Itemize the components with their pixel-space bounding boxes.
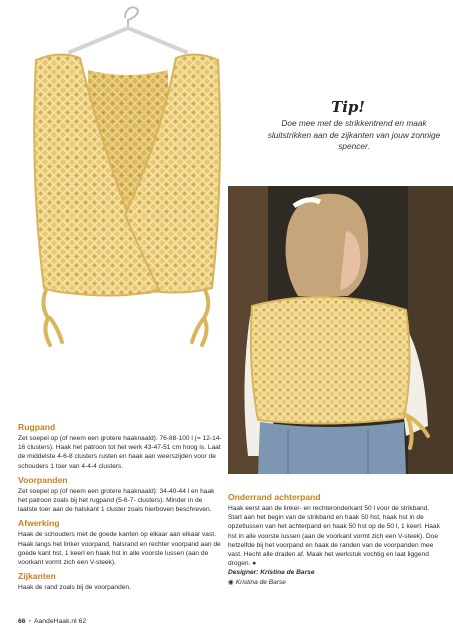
- photographer-credit: [228, 578, 440, 587]
- publication-name: AandeHaak.nl 62: [33, 618, 87, 625]
- section-voorpanden: [18, 475, 223, 515]
- page-number: 66: [18, 618, 26, 625]
- tip-text: Doe mee met de strikkentrend en maak sluitstrikken aan de zijkanten van jouw zonnige spencer.: [267, 118, 441, 151]
- section-body: Haak eerst aan de linker- en rechteronderkant 50 l voor de strikband. Start aan het begin van de strikband en haak 50 hst, haak hst in de opzetlussen van het achterpand en haak 50 hst op de 50 l, 1 keerl. Haak hst in alle voorste lussen (aan de voorkant vormt zich een V-steek). Doe hetzelfde bij het voorpand en haak de randen van de voorpanden mee vast. Hecht alle draden af. Maak het werkstuk vochtig en laat liggend drogen. ●: [228, 505, 440, 568]
- photographer-name: Kristina de Barse: [235, 578, 286, 586]
- instructions-left-column: [18, 422, 223, 596]
- section-title: Onderrand achterpand: [228, 492, 321, 502]
- section-body: Haak de rand zoals bij de voorpanden.: [18, 584, 131, 592]
- section-zijkanten: [18, 571, 223, 592]
- camera-icon: ◉: [228, 578, 234, 586]
- tip-title: Tip!: [331, 98, 365, 116]
- section-body: Zet soepel op (of neem een grotere haaknaald): 34-40-44 l en haak het patroon zoals bij het rugpand (5-6-7- clusters). Minder in de laatste toer aan de halskant 1 cluster zoals hierboven beschreven.: [18, 487, 215, 514]
- tip-block: [247, 98, 447, 153]
- section-title: Zijkanten: [18, 571, 56, 582]
- page-footer: [18, 618, 86, 625]
- model-photo: [228, 186, 453, 474]
- designer-credit: Designer: Kristina de Barse: [228, 569, 315, 577]
- section-title: Voorpanden: [18, 474, 68, 485]
- section-onderrand-achterpand: [228, 492, 440, 587]
- section-body: Haak de schouders met de goede kanten op elkaar aan elkaar vast. Haak langs het linker voorpand, halsrand en rechter voorpand aan de goede kant hst, 1 keerl en haak hst in alle voorste lussen (aan de voorkant vormt zich een V-steek).: [18, 531, 221, 567]
- section-title: Afwerking: [18, 518, 60, 529]
- section-afwerking: [18, 518, 223, 567]
- instructions-right-column: [228, 492, 440, 591]
- section-rugpand: [18, 422, 223, 471]
- vest-photo: [0, 0, 250, 395]
- section-body: Zet soepel op (of neem een grotere haaknaald): 76-88-100 l (= 12-14-16 clusters). Haak het patroon tot het werk 43-47-51 cm hoog is. Laat de middelste 4-6-8 clusters rusten en haak aan weerszijden voor de schouders 1 toer van 4-4-4 clusters.: [18, 435, 222, 470]
- footer-separator: •: [28, 618, 31, 625]
- section-title: Rugpand: [18, 422, 56, 432]
